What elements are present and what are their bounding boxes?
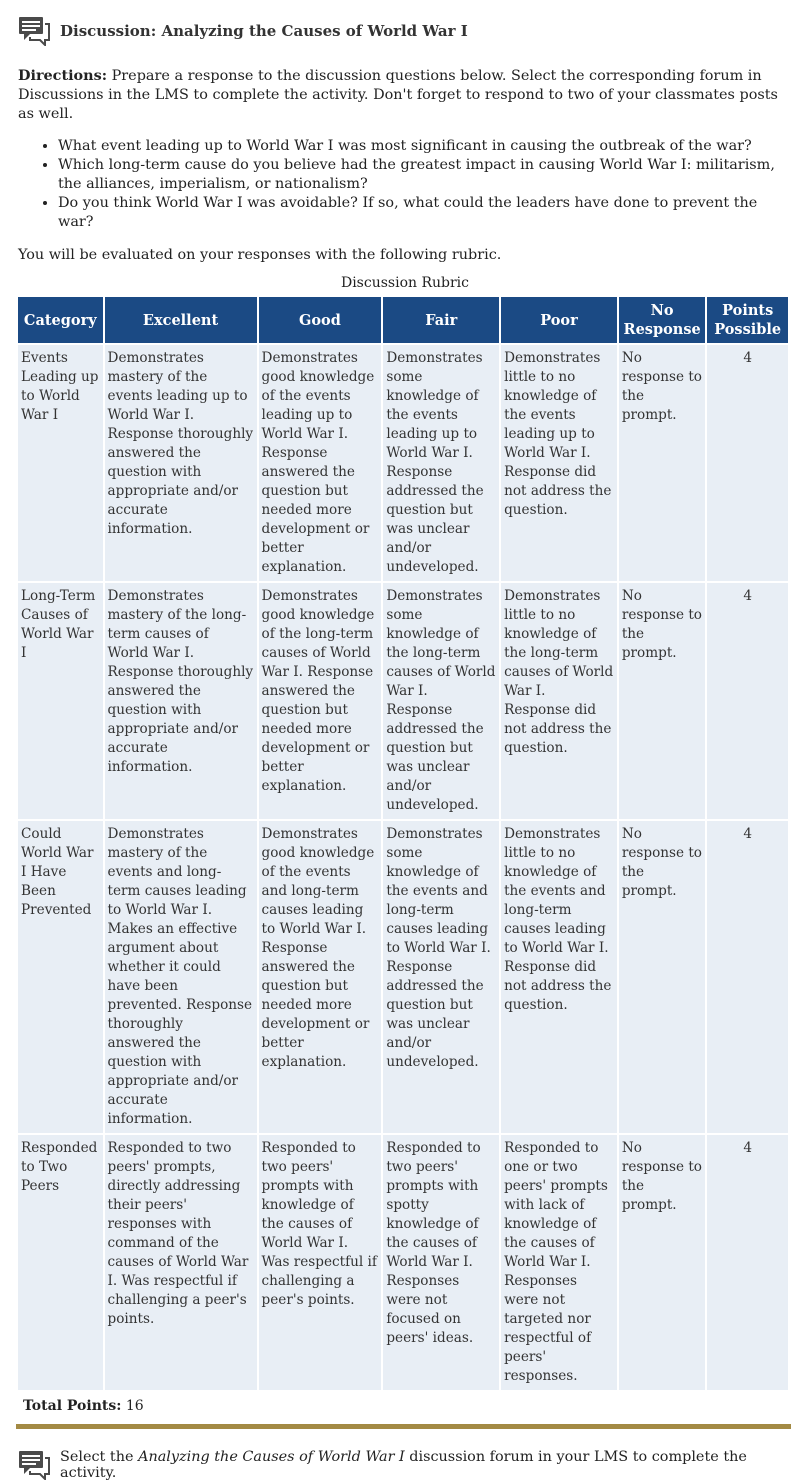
table-row	[18, 821, 788, 1133]
column-header: Excellent	[105, 297, 257, 343]
points-cell: 4	[707, 345, 788, 581]
column-header: Points Possible	[707, 297, 788, 343]
points-cell: 4	[707, 821, 788, 1133]
category-cell: Long-Term Causes of World War I	[18, 583, 103, 819]
excellent-cell: Demonstrates mastery of the long-term causes of World War I. Response thoroughly answered the question with appropriate and/or accurate information.	[105, 583, 257, 819]
good-cell: Demonstrates good knowledge of the events and long-term causes leading to World War I. Response answered the question but needed more development or better explanation.	[259, 821, 382, 1133]
list-item: • What event leading up to World War I was most significant in causing the outbreak of the war?	[58, 137, 792, 156]
good-cell: Demonstrates good knowledge of the events leading up to World War I. Response answered the question but needed more development or better explanation.	[259, 345, 382, 581]
total-points-label: Total Points:	[23, 1398, 122, 1414]
category-cell: Responded to Two Peers	[18, 1135, 103, 1390]
column-header: Poor	[501, 297, 617, 343]
column-header: Good	[259, 297, 382, 343]
discussion-icon	[18, 1450, 50, 1480]
column-header: No Response	[619, 297, 706, 343]
table-row	[18, 583, 788, 819]
list-item: • Do you think World War I was avoidable? If so, what could the leaders have done to prevent the war?	[58, 194, 792, 232]
table-header-row	[18, 297, 788, 343]
points-cell: 4	[707, 583, 788, 819]
table-row	[18, 1135, 788, 1390]
activity-title: Discussion: Analyzing the Causes of World War I	[60, 22, 468, 40]
footer-suffix: discussion forum in your LMS to complete the activity.	[60, 1449, 747, 1481]
evaluation-note: You will be evaluated on your responses with the following rubric.	[18, 247, 502, 263]
total-points-value: 16	[125, 1398, 144, 1414]
good-cell: Demonstrates good knowledge of the long-term causes of World War I. Response answered the question but needed more development or better explanation.	[259, 583, 382, 819]
excellent-cell: Demonstrates mastery of the events leading up to World War I. Response thoroughly answered the question with appropriate and/or accurate information.	[105, 345, 257, 581]
good-cell: Responded to two peers' prompts with knowledge of the causes of World War I. Was respectful if challenging a peer's points.	[259, 1135, 382, 1390]
no-response-cell: No response to the prompt.	[619, 345, 706, 581]
poor-cell: Demonstrates little to no knowledge of the long-term causes of World War I. Response did not address the question.	[501, 583, 617, 819]
footer-text	[60, 1449, 792, 1481]
directions-text: Prepare a response to the discussion questions below. Select the corresponding forum in Discussions in the LMS to complete the activity. Don't forget to respond to two of your classmates posts as well.	[18, 68, 778, 122]
directions-label: Directions:	[18, 67, 108, 84]
footer-prefix: Select the	[60, 1449, 139, 1465]
fair-cell: Demonstrates some knowledge of the events leading up to World War I. Response addressed the question but was unclear and/or undeveloped.	[383, 345, 499, 581]
poor-cell: Demonstrates little to no knowledge of the events leading up to World War I. Response did not address the question.	[501, 345, 617, 581]
no-response-cell: No response to the prompt.	[619, 583, 706, 819]
points-cell: 4	[707, 1135, 788, 1390]
list-item: • Which long-term cause do you believe had the greatest impact in causing World War I: militarism, the alliances, imperialism, or nationalism?	[58, 156, 792, 194]
fair-cell: Demonstrates some knowledge of the long-term causes of World War I. Response addressed the question but was unclear and/or undeveloped.	[383, 583, 499, 819]
category-cell: Events Leading up to World War I	[18, 345, 103, 581]
excellent-cell: Demonstrates mastery of the events and long-term causes leading to World War I. Makes an effective argument about whether it could have been prevented. Response thoroughly answered the question with appropriate and/or accurate information.	[105, 821, 257, 1133]
page	[0, 14, 811, 1481]
total-points	[18, 1392, 792, 1418]
directions	[18, 66, 792, 124]
activity-heading	[18, 14, 792, 48]
fair-cell: Demonstrates some knowledge of the events and long-term causes leading to World War I. Response addressed the question but was unclear and/or undeveloped.	[383, 821, 499, 1133]
column-header: Category	[18, 297, 103, 343]
excellent-cell: Responded to two peers' prompts, directly addressing their peers' responses with command of the causes of World War I. Was respectful if challenging a peer's points.	[105, 1135, 257, 1390]
divider	[16, 1424, 791, 1429]
table-row	[18, 345, 788, 581]
no-response-cell: No response to the prompt.	[619, 821, 706, 1133]
discussion-icon	[18, 16, 50, 46]
poor-cell: Demonstrates little to no knowledge of the events and long-term causes leading to World War I. Response did not address the question.	[501, 821, 617, 1133]
fair-cell: Responded to two peers' prompts with spotty knowledge of the causes of World War I. Responses were not focused on peers' ideas.	[383, 1135, 499, 1390]
column-header: Fair	[383, 297, 499, 343]
no-response-cell: No response to the prompt.	[619, 1135, 706, 1390]
footer-instruction	[18, 1449, 792, 1481]
rubric-caption: Discussion Rubric	[340, 275, 470, 291]
forum-name: Analyzing the Causes of World War I	[138, 1449, 405, 1465]
question-list	[18, 137, 792, 232]
category-cell: Could World War I Have Been Prevented	[18, 821, 103, 1133]
poor-cell: Responded to one or two peers' prompts with lack of knowledge of the causes of World War I. Responses were not targeted nor respectful of peers' responses.	[501, 1135, 617, 1390]
rubric-table	[16, 295, 790, 1392]
